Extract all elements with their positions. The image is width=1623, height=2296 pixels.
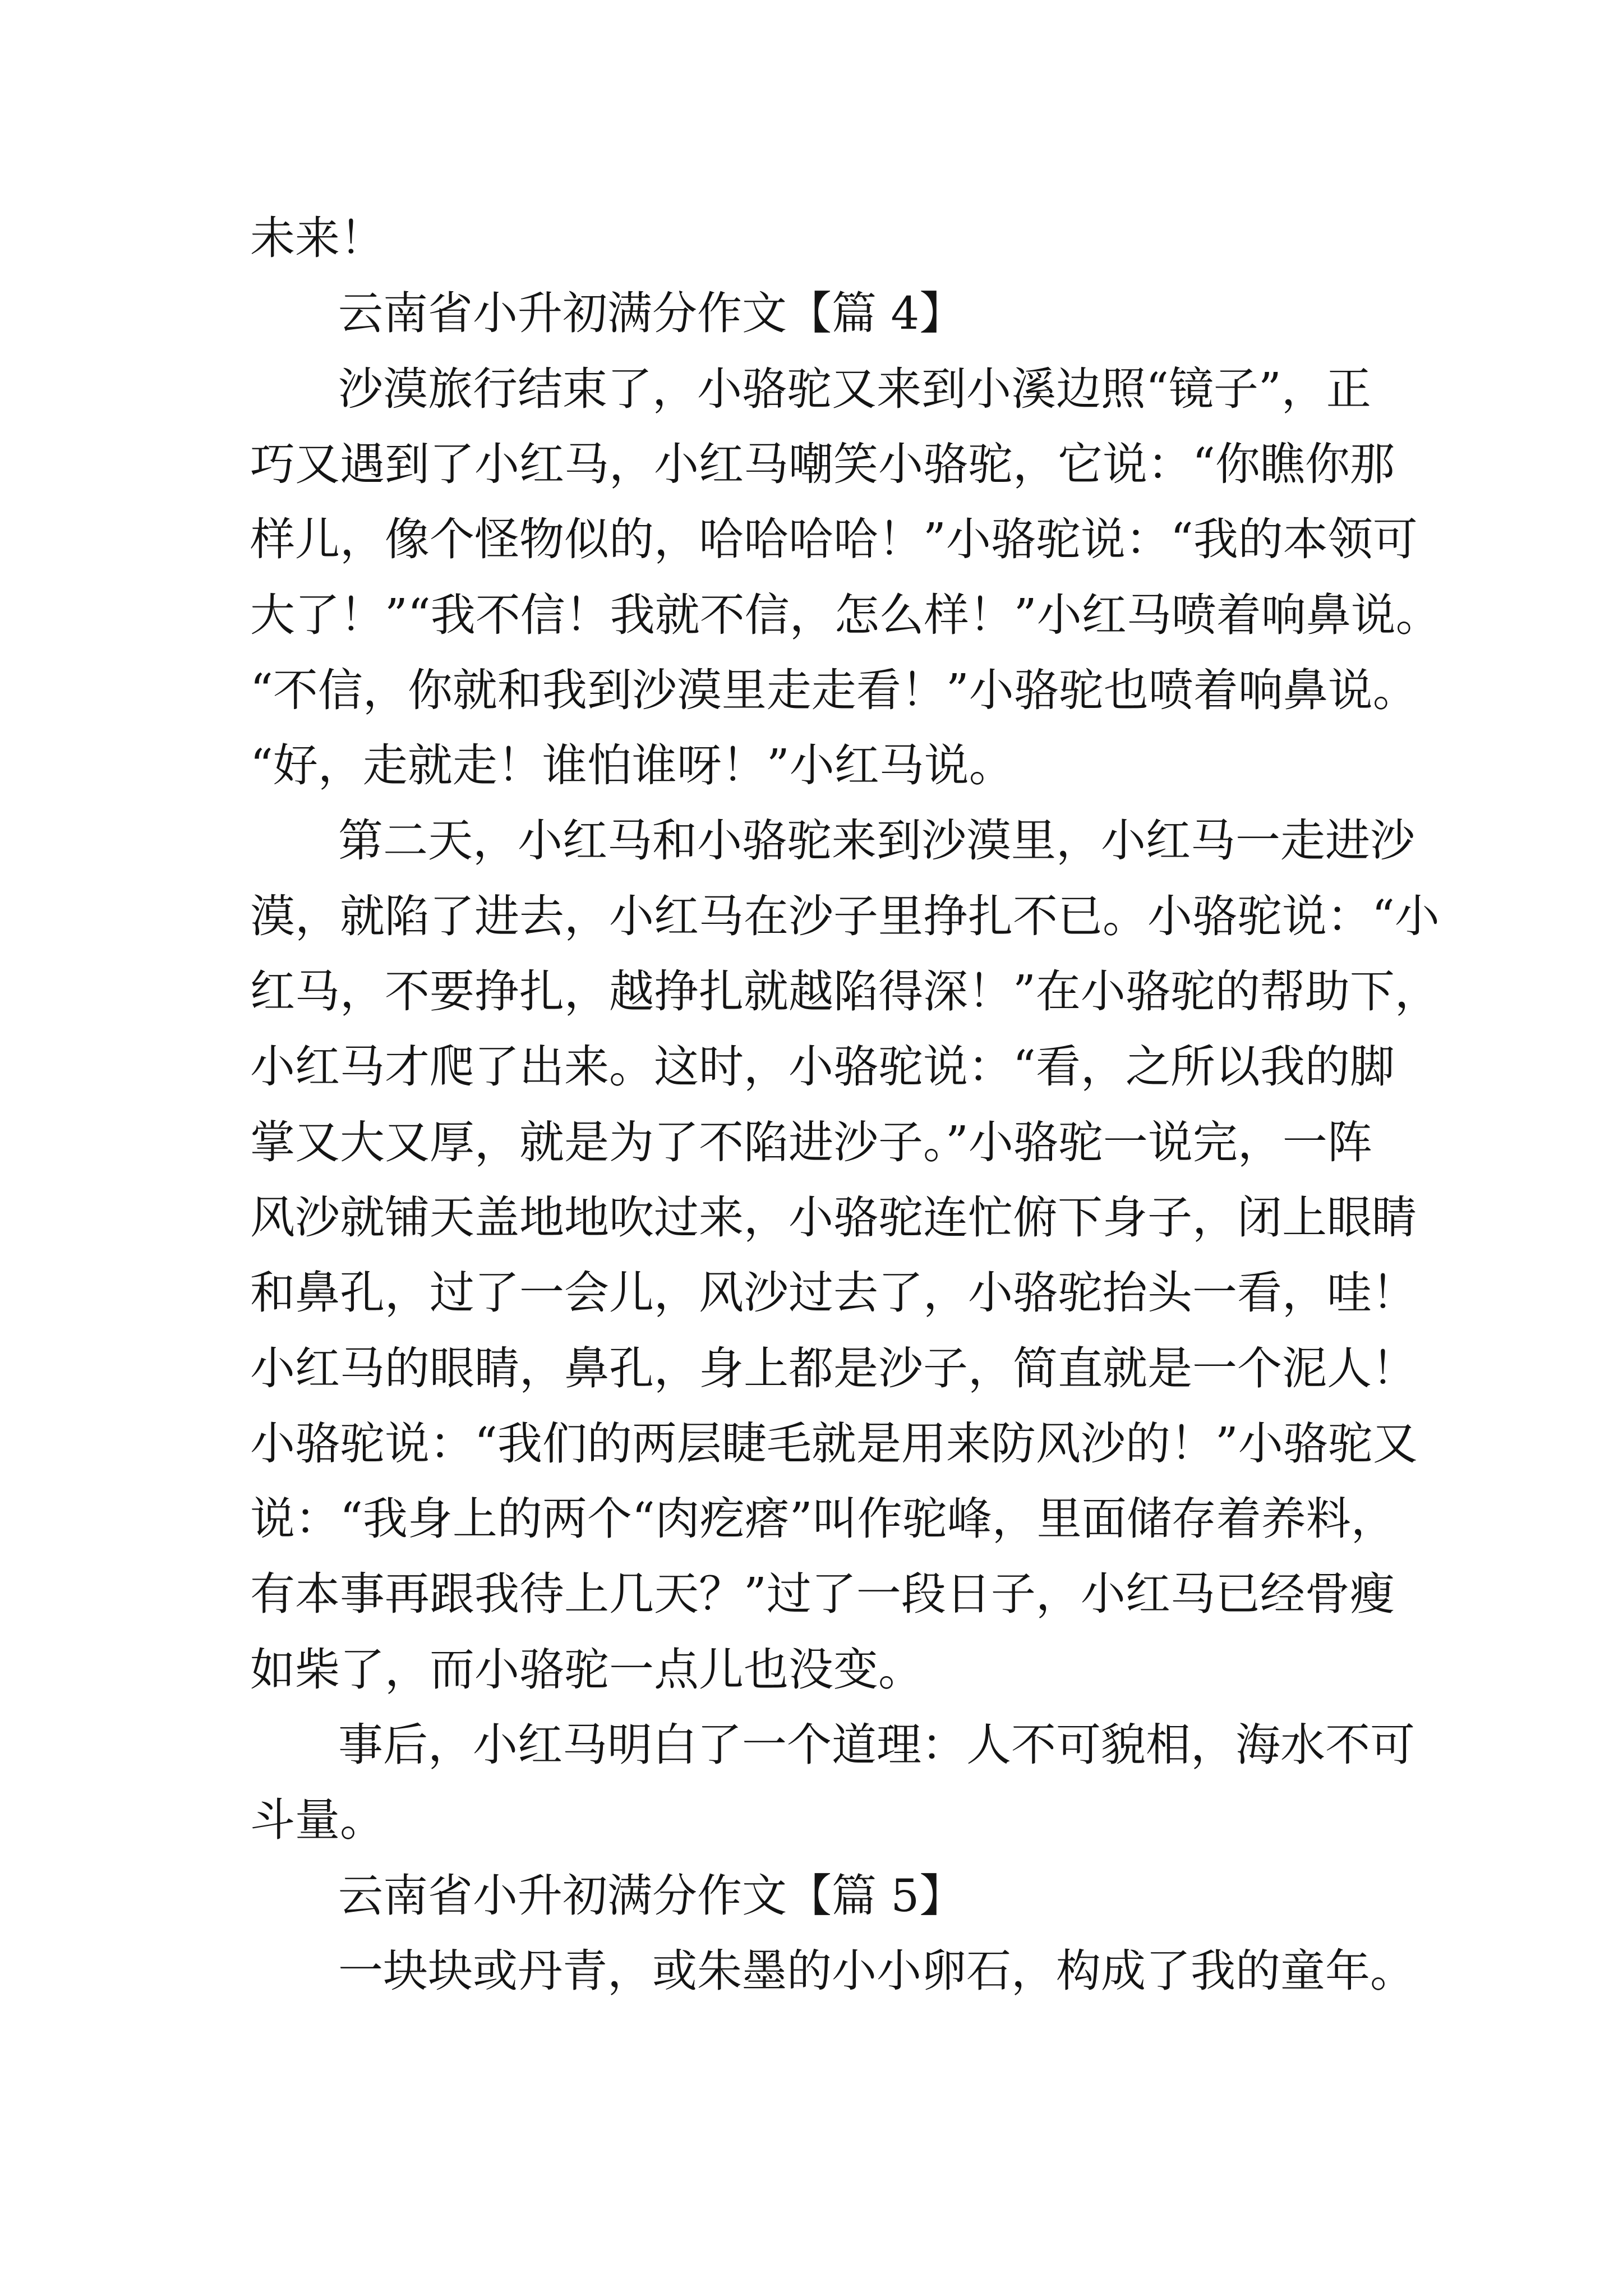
text-line: “不信，你就和我到沙漠里走走看！”小骆驼也喷着响鼻说。 [250, 664, 1418, 716]
text-line: 红马，不要挣扎，越挣扎就越陷得深！”在小骆驼的帮助下， [250, 965, 1440, 1018]
text-line: 大了！”“我不信！我就不信，怎么样！”小红马喷着响鼻说。 [250, 589, 1441, 641]
text-line: 掌又大又厚，就是为了不陷进沙子。”小骆驼一说完，一阵 [250, 1116, 1372, 1168]
paragraph-first-line: 云南省小升初满分作文【篇 5】 [338, 1870, 965, 1922]
text-line: 和鼻孔，过了一会儿，风沙过去了，小骆驼抬头一看，哇！ [250, 1267, 1417, 1319]
text-line: 风沙就铺天盖地地吹过来，小骆驼连忙俯下身子，闭上眼睛 [250, 1191, 1417, 1244]
text-line: 小骆驼说：“我们的两层睫毛就是用来防风沙的！”小骆驼又 [250, 1418, 1418, 1470]
text-line: “好，走就走！谁怕谁呀！”小红马说。 [250, 739, 1014, 792]
text-line: 漠，就陷了进去，小红马在沙子里挣扎不已。小骆驼说：“小 [250, 890, 1440, 942]
paragraph-first-line: 第二天，小红马和小骆驼来到沙漠里，小红马一走进沙 [338, 815, 1415, 867]
text-line: 说：“我身上的两个“肉疙瘩”叫作驼峰，里面储存着养料， [250, 1493, 1396, 1545]
text-line: 未来！ [250, 212, 385, 264]
paragraph-first-line: 云南省小升初满分作文【篇 4】 [338, 287, 965, 339]
text-line: 斗量。 [250, 1794, 385, 1846]
text-line: 有本事再跟我待上几天？”过了一段日子，小红马已经骨瘦 [250, 1568, 1395, 1620]
text-line: 巧又遇到了小红马，小红马嘲笑小骆驼，它说：“你瞧你那 [250, 438, 1395, 490]
paragraph-first-line: 沙漠旅行结束了，小骆驼又来到小溪边照“镜子”，正 [338, 363, 1371, 415]
text-line: 样儿，像个怪物似的，哈哈哈哈！”小骆驼说：“我的本领可 [250, 513, 1418, 565]
paragraph-first-line: 事后，小红马明白了一个道理：人不可貌相，海水不可 [338, 1719, 1415, 1771]
text-line: 小红马的眼睛，鼻孔，身上都是沙子，简直就是一个泥人！ [250, 1342, 1417, 1395]
paragraph-first-line: 一块块或丹青，或朱墨的小小卵石，构成了我的童年。 [338, 1945, 1415, 1997]
text-line: 小红马才爬了出来。这时，小骆驼说：“看，之所以我的脚 [250, 1041, 1395, 1093]
text-line: 如柴了，而小骆驼一点儿也没变。 [250, 1644, 923, 1696]
